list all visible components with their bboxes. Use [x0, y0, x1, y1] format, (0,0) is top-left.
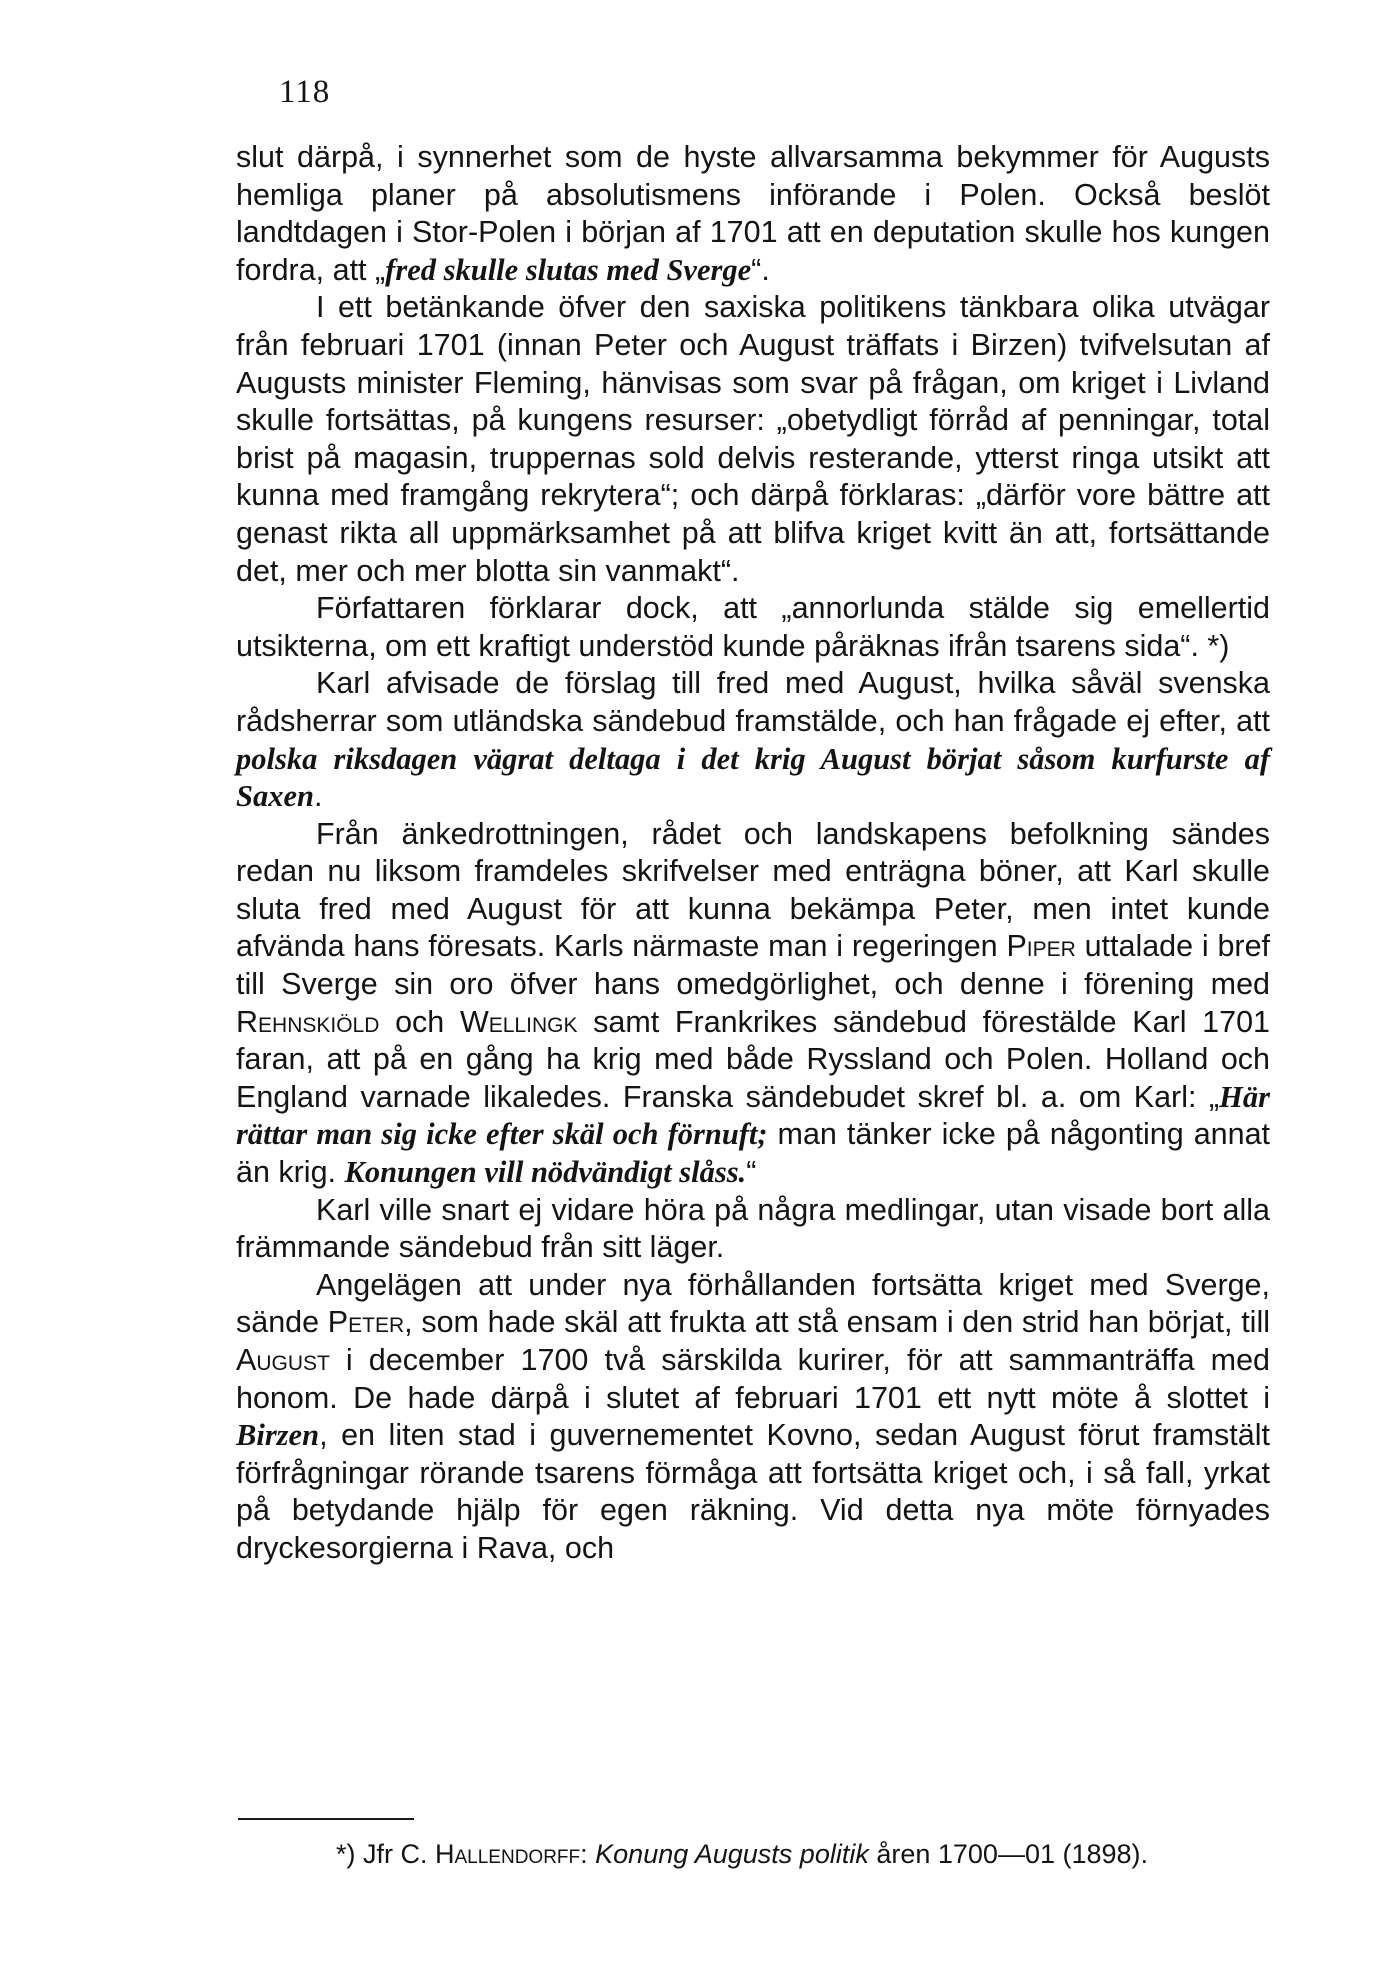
text-run: “ — [746, 1155, 757, 1190]
text-run: . — [313, 779, 323, 814]
text-run: , en liten stad i guvernementet Kovno, sedan August förut framstält förfrågningar rörande tsarens förmåga att fortsätta kriget och, i så fall, yrkat på betydande hjälp för egen räkning. Vid detta nya möte förnyades dryckesorgierna i Rava, och — [236, 1418, 1270, 1565]
name-smallcaps: Hallendorff — [435, 1839, 581, 1869]
text-run: : — [580, 1839, 596, 1869]
text-run: samt Frankrikes sändebud förestälde Karl 1701 faran, att på en gång ha krig med både Ryssland och Polen. Holland och England varnade likaledes. Franska sändebudet skref bl. a. om Karl: „ — [236, 1004, 1270, 1114]
text-run: Angelägen att under nya förhållanden fortsätta kriget med Sverge, sände — [236, 1267, 1270, 1340]
paragraph-7 — [236, 1267, 1270, 1568]
text-run: i december 1700 två särskilda kurirer, för att sammanträffa med honom. De hade därpå i slutet af februari 1701 ett nytt möte å slottet i — [236, 1343, 1270, 1415]
paragraph-2 — [236, 289, 1270, 590]
emphasis-text: Konung Augusts politik — [595, 1839, 869, 1869]
text-run: “. — [751, 252, 770, 287]
emphasis-text: Konungen vill nödvändigt slåss. — [344, 1155, 747, 1190]
footnote — [336, 1838, 1276, 1870]
name-smallcaps: Peter — [327, 1305, 405, 1340]
paragraph-4 — [236, 665, 1270, 815]
emphasis-text: fred skulle slutas med Sverge — [385, 252, 752, 287]
name-smallcaps: Piper — [1006, 929, 1076, 964]
emphasis-text: Birzen — [236, 1418, 320, 1453]
paragraph-3 — [236, 590, 1270, 665]
name-smallcaps: Rehnskiöld — [236, 1004, 380, 1039]
paragraph-6 — [236, 1192, 1270, 1267]
text-run: Karl ville snart ej vidare höra på några medlingar, utan visade bort alla främmande sändebud från sitt läger. — [236, 1192, 1270, 1265]
emphasis-text: polska riksdagen vägrat deltaga i det krig August börjat såsom kurfurste af Saxen — [236, 741, 1270, 814]
paragraph-5 — [236, 816, 1270, 1192]
name-smallcaps: August — [236, 1343, 330, 1377]
text-run: I ett betänkande öfver den saxiska politikens tänkbara olika utvägar från februari 1701 (innan Peter och August träffats i Birzen) tvifvelsutan af Augusts minister Fleming, hänvisas som svar på frågan, om kriget i Livland skulle fortsättas, på kungens resurser: „obetydligt förråd af penningar, total brist på magasin, truppernas sold delvis resterande, ytterst ringa utsikt att kunna med framgång rekrytera“; och därpå förklaras: „därför vore bättre att genast rikta all uppmärksamhet på att blifva kriget kvitt än att, fortsättande det, mer och mer blotta sin vanmakt“. — [236, 290, 1270, 588]
text-run: , som hade skäl att frukta att stå ensam i den strid han börjat, till — [404, 1305, 1270, 1340]
name-smallcaps: Wellingk — [459, 1004, 578, 1039]
emphasis-text: Här rättar man sig icke efter skäl och förnuft; — [236, 1079, 1270, 1152]
text-run: *) Jfr C. — [336, 1839, 435, 1869]
text-run: slut därpå, i synnerhet som de hyste allvarsamma bekymmer för Augusts hemliga planer på absolutismens införande i Polen. Också beslöt landtdagen i Stor-Polen i början af 1701 att en deputation skulle hos kungen fordra, att „ — [236, 140, 1270, 287]
text-run: Från änkedrottningen, rådet och landskapens befolkning sändes redan nu liksom framdeles skrifvelser med enträgna böner, att Karl skulle sluta fred med August för att kunna bekämpa Peter, men intet kunde afvända hans föresats. Karls närmaste man i regeringen — [236, 816, 1270, 964]
text-run: Karl afvisade de förslag till fred med August, hvilka såväl svenska rådsherrar som utländska sändebud framstälde, och han frågade ej efter, att — [236, 666, 1270, 738]
text-run: man tänker icke på någonting annat än krig. — [236, 1117, 1271, 1190]
text-run: och — [379, 1004, 460, 1039]
footnote-divider — [238, 1818, 414, 1820]
text-run: uttalade i bref till Sverge sin oro öfver hans omedgörlighet, och denne i förening med — [236, 929, 1270, 1002]
paragraph-1 — [236, 139, 1270, 289]
page-number: 118 — [279, 74, 331, 110]
body-text — [236, 139, 1270, 1568]
text-run: Författaren förklarar dock, att „annorlunda stälde sig emellertid utsikterna, om ett kraftigt understöd kunde påräknas ifrån tsarens sida“. *) — [236, 591, 1270, 663]
text-run: åren 1700—01 (1898). — [868, 1839, 1149, 1869]
